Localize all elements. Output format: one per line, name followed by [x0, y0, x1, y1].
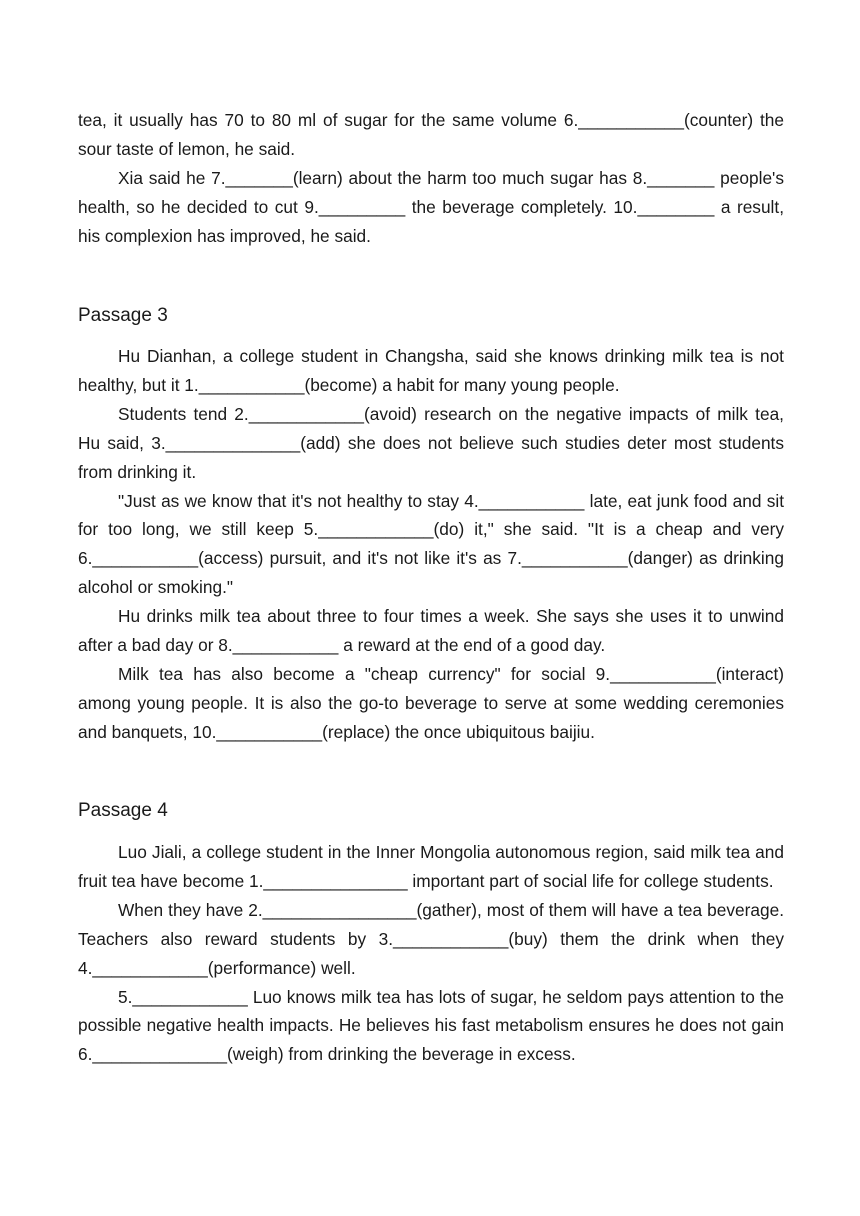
intro-paragraph-2: Xia said he 7._______(learn) about the harm too much sugar has 8._______ people's health, so he decided to cut 9._________ the beverage completely. 10.________ a result, his complexion has improved, he said. [78, 167, 784, 246]
intro-section [78, 106, 784, 251]
passage-4-paragraph-3: 5.____________ Luo knows milk tea has lots of sugar, he seldom pays attention to the possible negative health impacts. He believes his fast metabolism ensures he does not gain 6.______________(weigh) from drinking the beverage in excess. [78, 986, 784, 1065]
passage-3-paragraph-1: Hu Dianhan, a college student in Changsha, said she knows drinking milk tea is not healthy, but it 1.___________(become) a habit for many young people. [78, 346, 784, 395]
passage-4-body [78, 838, 784, 1069]
passage-4-heading: Passage 4 [78, 800, 168, 821]
passage-4-paragraph-2: When they have 2.________________(gather), most of them will have a tea beverage. Teachers also reward students by 3.____________(buy) them the drink when they 4.____________(performance) well. [78, 899, 784, 978]
passage-4-paragraph-1: Luo Jiali, a college student in the Inner Mongolia autonomous region, said milk tea and fruit tea have become 1._______________ important part of social life for college students. [78, 842, 784, 891]
passage-3-paragraph-2: Students tend 2.____________(avoid) research on the negative impacts of milk tea, Hu said, 3.______________(add) she does not believe such studies deter most students from drinking it. [78, 403, 784, 482]
passage-3-paragraph-3: "Just as we know that it's not healthy to stay 4.___________ late, eat junk food and sit for too long, we still keep 5.____________(do) it," she said. "It is a cheap and very 6.___________(access) pursuit, and it's not like it's as 7.___________(danger) as drinking alcohol or smoking." [78, 490, 784, 598]
passage-3-paragraph-4: Hu drinks milk tea about three to four times a week. She says she uses it to unwind after a bad day or 8.___________ a reward at the end of a good day. [78, 606, 784, 656]
passage-3-paragraph-5: Milk tea has also become a "cheap currency" for social 9.___________(interact) among young people. It is also the go-to beverage to serve at some wedding ceremonies and banquets, 10.___________(replace) the once ubiquitous baijiu. [78, 663, 784, 742]
passage-3-body [78, 342, 784, 747]
passage-3-heading: Passage 3 [78, 305, 168, 326]
intro-paragraph-1: tea, it usually has 70 to 80 ml of sugar for the same volume 6.___________(counter) the sour taste of lemon, he said. [78, 110, 784, 159]
